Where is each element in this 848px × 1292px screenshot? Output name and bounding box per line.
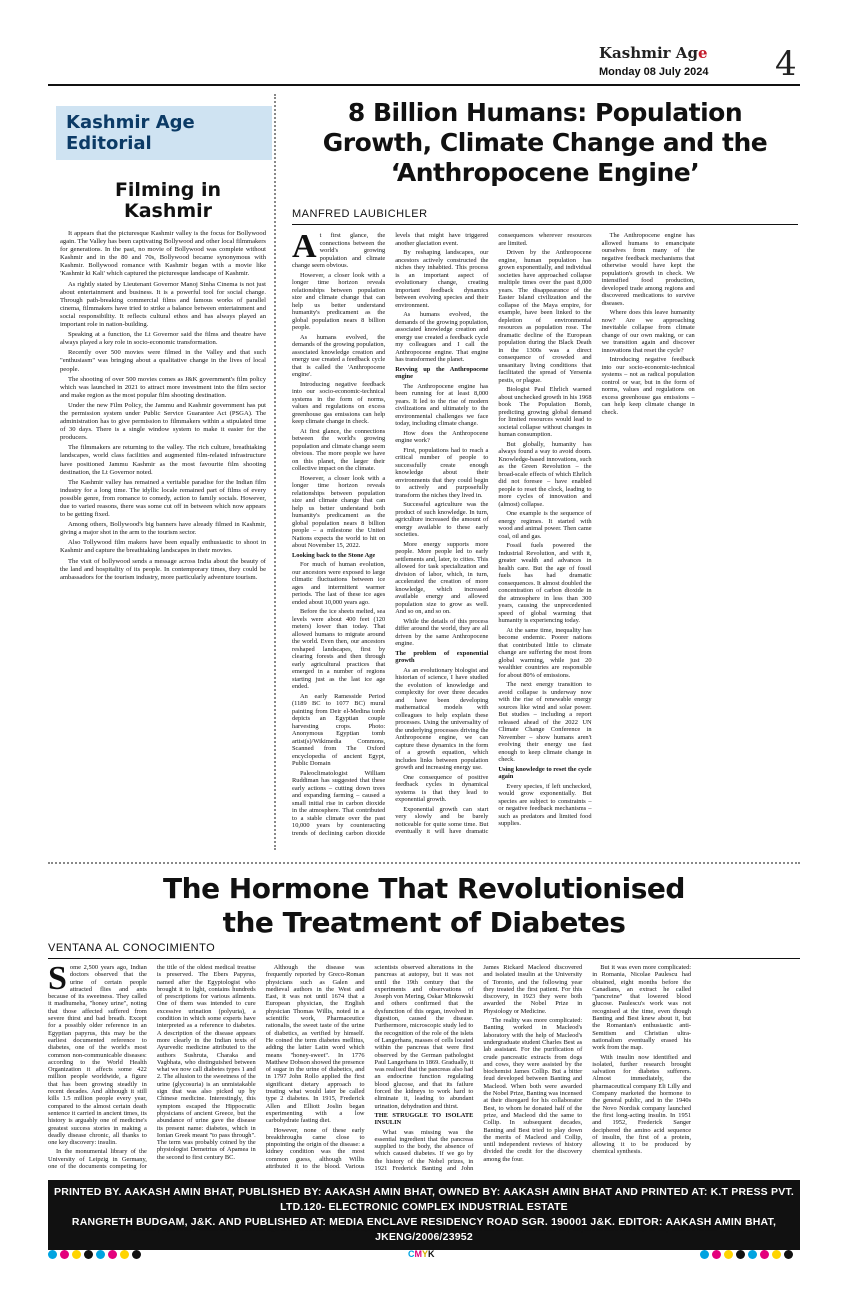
article1-paragraph: The next energy transition to avoid collapse is underway now with the rise of renewable energy sources like wind and solar power. But studies – including a report released ahead of the 2022 UN Climate Change Conference in November – show humans aren't evolving their energy use fast enough to keep climate change in check. [498, 681, 592, 763]
registration-dot [700, 1250, 709, 1259]
article1-paragraph: At the same time, inequality has become endemic. Poorer nations that contributed little to climate change are suffering the most from global warming, while just 20 wealthier countries are responsible for about 80% of emissions. [498, 626, 592, 679]
article1-paragraph: Fossil fuels powered the Industrial Revolution, and with it, greater wealth and advances in health care. But the age of fossil fuels has had dramatic consequences. It almost doubled the concentration of carbon dioxide in the atmosphere in less than 300 years, causing the unprecedented speed of global warming that humanity is experiencing today. [498, 542, 592, 624]
article1-paragraph: As an evolutionary biologist and historian of science, I have studied the evolution of knowledge and complexity for over three decades and have been developing mathematical models with colleagues to help explain these processes. Using the universality of the underlying processes driving the Anthropocene engine, we can capture these dynamics in the form of a growth equation, which includes links between population growth and increasing energy use. [395, 666, 489, 771]
registration-dot [712, 1250, 721, 1259]
article1-paragraph: Driven by the Anthropocene engine, human population has grown exponentially, and individual societies have approached collapse multiple times over the past 8,000 years. The disappearance of the Easter Island civilization and the collapse of the Maya empire, for example, have been linked to the depletion of environmental resources as population rose. The dramatic decline of the European population during the Black Death in the 1300s was a direct consequence of crowded and unsanitary living conditions that facilitated the spread of Yersenia pestis, or plague. [498, 249, 592, 384]
article2-body [48, 964, 800, 1174]
registration-dot [96, 1250, 105, 1259]
article1-paragraph: Where does this leave humanity now? Are we approaching inevitable collapse from climate change of our own making, or can we transition again and discover innovations that reset the cycle? [601, 309, 695, 354]
article2-byline: VENTANA AL CONOCIMIENTO [48, 942, 216, 954]
article2-headline: The Hormone That Revolutionised the Treatment of Diabetes [163, 872, 685, 939]
registration-dots-right [700, 1246, 800, 1264]
editorial-paragraph: The visit of bollywood sends a message across India about the beauty of the land and hospitality of its people. In contemporary times, they could be ambassadors for the tourism industry, more particularly adventure tourism. [60, 557, 266, 581]
registration-dot [748, 1250, 757, 1259]
brand-accent: e [697, 44, 708, 62]
masthead-rule [48, 84, 800, 86]
masthead-brand [599, 44, 707, 62]
article1-paragraph: At first glance, the connections between the world's growing population and climate change seem obvious. [292, 232, 386, 269]
editorial-label: Kashmir Age Editorial [56, 106, 272, 160]
editorial-paragraph: Recently over 500 movies were filmed in the Valley and that such "enthusiasm" was bringing about a qualitative change in the lives of local people. [60, 349, 266, 373]
cmyk-letter: Y [422, 1249, 429, 1259]
article2-paragraph: In the monumental library of the University of Leipzig in Germany, one of the documents competing for the title of the oldest medical treatise is preserved. The Ebers Papyrus, named after the Egyptologist who brought it to light, contains hundreds of prescriptions for various ailments. One of them was intended to cure excessive urination (polyuria), a condition in which some experts have interpreted as a reference to diabetes. A description of the disease appears more clearly in the Indian texts of Ayurvedic medicine attributed to the authors Sushruta, Charaka and Vagbhata, who distinguished between what we now call diabetes types 1 and 2. The allusion to the sweetness of the urine (glycosuria) is an unmistakable sign that was also picked up by Chinese medicine. Interestingly, this symptom escaped the Hippocratic physicians of ancient Greece, but the abundance of urine gave the disease its present name: diabetes, which in Ionian Greek meant "to pass through". The term was probably coined by the physiologist Demetrius of Apamea in the second to first century BC. [48, 964, 256, 1171]
article2-paragraph: However, none of these early breakthroughs came close to pinpointing the origin of the disease: a kidney condition was the most common guess, although Willis attributed it to the blood. Various scientists observed alterations in the pancreas at autopsy, but it was not until the 19th century that the experiments and observations of Joseph von Mering, Oskar Minkowski and others confirmed that the dysfunction of this organ, involved in digestion, caused the disease. Furthermore, microscopic study led to the recognition of the role of the islets of Langerhans, masses of cells located within the pancreas that were first observed by the German pathologist Paul Langerhans in 1869. Gradually, it was realised that the pancreas also had an endocrine function regulating blood glucose, and that its failure forced the kidneys to work hard to eliminate it, leading to abundant urination, dehydration and thirst. [265, 964, 474, 1171]
masthead-date: Monday 08 July 2024 [599, 66, 709, 78]
cmyk-letter: K [428, 1249, 435, 1259]
editorial-paragraph: Also Tollywood film makers have been equally enthusiastic to shoot in Kashmir and capture the breathtaking landscapes in their movies. [60, 539, 266, 555]
registration-dot [132, 1250, 141, 1259]
disclaimer: Articles , Opinions Published in Kashmir age are Personal views and opinions of Writers Kashmir age will not be responsible for any objectionable write up or any claim thereof. [130, 1226, 718, 1233]
print-line-1: PRINTED BY. AAKASH AMIN BHAT, PUBLISHED BY: AAKASH AMIN BHAT, OWNED BY: AAKASH AMIN BHAT AND PRINTED AT: K.T PRESS PVT. LTD.120- ELECTRONIC COMPLEX INDUSTRIAL ESTATE [54, 1186, 794, 1213]
registration-dot [60, 1250, 69, 1259]
article1-paragraph: Paleoclimatologist William Ruddiman has suggested that these early actions – cutting down trees and expanding farming – caused a small initial rise in carbon dioxide in the atmosphere. That contributed to a stable climate over the past 10,000 years by counteracting trends of declining carbon dioxide levels that might have triggered another glaciation event. [292, 232, 489, 837]
article2-paragraph: Although the disease was frequently reported by Greco-Roman physicians such as Galen and medieval authors in the West and East, it was not until 1674 that a European physician, the English physician Thomas Willis, noted in a scientific work, Pharmaceutice rationalis, the sweet taste of the urine of diabetics, as verified by himself. He coined the term diabetes mellitus, adding the latter Latin word which means "honey-sweet". In 1776 Matthew Dobson showed the presence of sugar in the urine of diabetics, and in 1797 John Rollo applied the first significant dietary approach to treating what would later be called type 2 diabetes. In 1915, Frederick Allen and Elliott Joslin began experimenting with a low carbohydrate fasting diet. [265, 964, 365, 1125]
article1-paragraph: As humans evolved, the demands of the growing population, associated knowledge creation and energy use created a feedback cycle that is called the 'Anthropocene engine'. [292, 333, 386, 378]
article1-paragraph: An early Ramesside Period (1189 BC to 1077 BC) mural painting from Deir el-Medina tomb depicts an Egyptian couple harvesting crops. Photo: Anonymous Egyptian tomb artist(s)/Wikimedia Commons, Scanned from The Oxford encyclopedia of ancient Egypt, Public Domain [292, 692, 386, 767]
editorial-paragraph: The Kashmir valley has remained a veritable paradise for the Indian film industry for a long time. The idyllic locale remained part of films of every possible genre, from romance to comedy, action to family socials. However, due to varied reasons, there was some cut off in between which now appears to be getting fixed. [60, 478, 266, 519]
article1-paragraph: However, a closer look with a longer time horizon reveals relationships between population size and climate change that can help us better understand both humanity's predicament as the global population nears 8 billion people – a milestone the United Nations expects the world to hit on about November 15, 2022. [292, 474, 386, 549]
cmyk-letter: C [408, 1249, 415, 1259]
article2-rule [48, 958, 800, 959]
article1-paragraph: Exponential growth can start very slowly and be barely noticeable for quite some time. But eventually it will have dramatic consequences wherever resources are limited. [395, 232, 592, 835]
article1-paragraph: One example is the sequence of energy regimes. It started with wood and animal power. Then came coal, oil and gas. [498, 510, 592, 540]
article2-paragraph: But it was even more complicated: in Romania, Nicolae Paulescu had obtained, eight months before the Canadians, an extract he called "pancreine" that lowered blood glucose. Paulescu's work was not recognised at the time, even though Banting and Best knew about it, but the Romanian's enthusiastic anti-Semitism and Christian ultra-nationalism eventually erased his work from the map. [592, 964, 692, 1052]
article2-paragraph: THE STRUGGLE TO ISOLATE INSULIN [374, 1111, 474, 1127]
article1-paragraph: First, populations had to reach a critical number of people to successfully create enough knowledge about their environments that they could begin to actively and purposefully transform the niches they lived in. [395, 446, 489, 499]
registration-dot [72, 1250, 81, 1259]
article1-paragraph: Introducing negative feedback into our socio-economic-technical systems – not as radical population control or war, but in the form of norms, values and regulations on excess greenhouse gas emissions – can help keep climate change in check. [601, 356, 695, 416]
article2-paragraph: With insulin now identified and isolated, further research brought salvation for diabetes sufferers. Almost immediately, the pharmaceutical company Eli Lilly and Company marketed the hormone to the general public, and in the 1940s the Novo Nordisk company launched the first long-acting insulin. In 1951 and 1952, Frederick Sanger deciphered the amino acid sequence of insulin, the first of a protein, allowing it to be produced by chemical synthesis. [592, 1053, 692, 1156]
brand-main: Kashmir Ag [599, 44, 698, 62]
article1-paragraph: Introducing negative feedback into our socio-economic-technical systems in the form of norms, values and regulations on excess greenhouse gas emissions can help keep climate change in check. [292, 380, 386, 425]
editorial-paragraph: It appears that the picturesque Kashmir valley is the focus for Bollywood again. The Valley has been captivating Bollywood and other local filmmakers for generations. In the past, no movie of Bollywood was complete without Kashmir and in the 80 and 70s, Bollywood became synonymous with Kashmir. Bollywood romance with Kashmir began with a movie like 'Kashmir ki Kali' which captured the picturesque landscape of Kashmir. [60, 230, 266, 278]
article1-paragraph: Looking back to the Stone Age [292, 551, 376, 559]
article2-paragraph: What was missing was the essential ingredient that the pancreas supplied to the body, the absence of which caused diabetes. If we go by the history of the Nobel prizes, in 1921 Frederick Banting and John James Rickard Macleod discovered and isolated insulin at the University of Toronto, and the following year they treated the first patient. For this discovery, in 1923 they were both awarded the Nobel Prize in Physiology or Medicine. [374, 964, 583, 1173]
article1-paragraph: Using knowledge to reset the cycle again [498, 765, 592, 780]
article1-paragraph: More energy supports more people. More people led to early settlements and, later, to cities. This allowed for task specialization and division of labor, which, in turn, accelerated the creation of more knowledge, which increased available energy and allowed population size to grow as well. And so on, and so on. [395, 540, 489, 615]
print-line-2: RANGRETH BUDGAM, J&K. AND PUBLISHED AT: MEDIA ENCLAVE RESIDENCY ROAD SGR. 190001 J&K. EDITOR: AAKASH AMIN BHAT, JKENG/2006/23952 [71, 1216, 777, 1243]
article1-paragraph: How does the Anthropocene engine work? [395, 429, 489, 444]
article2-paragraph: The reality was more complicated: Banting worked in Macleod's laboratory with the help of Macleod's undergraduate student Charles Best as lab assistant. For the purification of crude pancreatic extracts from dogs and cows, they were assisted by the biochemist James Collip. But a bitter feud developed between Banting and Macleod. When both were awarded the Nobel Prize, Banting was incensed at their disregard for his collaborator Best, to whom he donated half of the prize, and Macleod did the same to Collip. In subsequent decades, Banting and Best tried to play down the merits of Macleod and Collip, until independent reviews of history divided the credit for the discovery among the four. [483, 1017, 583, 1163]
registration-dots-left [48, 1246, 148, 1264]
cmyk-letter: M [414, 1249, 422, 1259]
article1-paragraph: Every species, if left unchecked, would grow exponentially. But species are subject to constraints – or negative feedback mechanisms – such as predators and limited food supplies. [498, 782, 592, 827]
article1-paragraph: As humans evolved, the demands of the growing population, associated knowledge creation and energy use created a feedback cycle my colleagues and I call the Anthropocene engine. That engine has transformed the planet. [395, 311, 489, 363]
registration-dot [48, 1250, 57, 1259]
article1-paragraph: Revving up the Anthropocene engine [395, 365, 489, 380]
registration-dot [724, 1250, 733, 1259]
editorial-sidebar [48, 94, 276, 850]
article1-paragraph: However, a closer look with a longer time horizon reveals relationships between population size and climate change that can help us better understand humanity's predicament as the global population nears 8 billion people. [292, 271, 386, 331]
registration-dot [108, 1250, 117, 1259]
article1-paragraph: At first glance, the connections between the world's growing population and climate change seem obvious. The more people we have on this planet, the larger their collective impact on the climate. [292, 427, 386, 472]
article1-paragraph: Successful agriculture was the product of such knowledge. In turn, agriculture increased the amount of energy available to these early societies. [395, 501, 489, 538]
article2-dropcap: S [48, 964, 67, 997]
article1-body [292, 232, 798, 844]
article1-paragraph: Biologist Paul Ehrlich warned about unchecked growth in his 1968 book The Population Bomb, predicting growing global demand for limited resources would lead to societal collapse without changes in human consumption. [498, 386, 592, 438]
editorial-paragraph: As rightly stated by Lieutenant Governor Manoj Sinha Cinema is not just about entertainment and business. It is a powerful tool for social change. Through path-breaking commercial films and famous works of parallel cinema, filmmakers have tried to strike a balance between entertainment and social responsibility. It reflects cultural ethos and has always played an important role in nation-building. [60, 280, 266, 329]
article1-paragraph: But globally, humanity has always found a way to avoid doom. Knowledge-based innovations, such as the Green Revolution – the broad-scale effects of which Ehrlich did not foresee – have enabled people to reset the clock, leading to more cycles of innovation and (almost) collapse. [498, 440, 592, 508]
editorial-body [60, 230, 266, 584]
print-line-block [48, 1180, 800, 1250]
cmyk-mark [408, 1244, 435, 1262]
registration-dot [784, 1250, 793, 1259]
article1-headline: 8 Billion Humans: Population Growth, Climate Change and the ‘Anthropocene Engine’ [322, 98, 768, 187]
registration-dot [120, 1250, 129, 1259]
article1-byline: MANFRED LAUBICHLER [292, 208, 428, 220]
article1-paragraph: One consequence of positive feedback cycles in dynamical systems is that they lead to exponential growth. [395, 773, 489, 803]
article1-dropcap: A [292, 232, 317, 265]
article1-paragraph: By reshaping landscapes, our ancestors actively constructed the niches they inhabited. This process is an important aspect of evolutionary change, creating important feedback dynamics between evolving species and their environment. [395, 249, 489, 309]
page-number: 4 [775, 44, 797, 84]
article1-paragraph: The Anthropocene engine has been running for at least 8,000 years. It led to the rise of modern civilizations and ultimately to the environmental challenges we face today, including climate change. [395, 382, 489, 427]
article1-paragraph: Before the ice sheets melted, sea levels were about 400 feet (120 meters) lower than today. That allowed humans to migrate around the world. Even then, our ancestors reshaped landscapes, first by clearing forests and then through early agricultural practices that emerged in a number of regions starting just as the last ice age ended. [292, 608, 386, 690]
editorial-title: Filming in Kashmir [114, 179, 222, 222]
registration-dot [84, 1250, 93, 1259]
editorial-paragraph: Speaking at a function, the Lt Governor said the films and theatre have always played a key role in socio-economic transformation. [60, 331, 266, 347]
registration-dot [760, 1250, 769, 1259]
article1-paragraph: For much of human evolution, our ancestors were exposed to large climatic fluctuations between ice ages and intermittent warmer periods. The last of these ice ages ended about 10,000 years ago. [292, 561, 386, 606]
article1-paragraph: The problem of exponential growth [395, 649, 489, 664]
editorial-paragraph: The filmmakers are returning to the valley. The rich culture, breathtaking landscapes, world class facilities and augmented film-related infrastructure have positioned Jammu Kashmir as the most favourite film shooting destination, the Lt Governor noted. [60, 444, 266, 476]
section-divider [48, 862, 800, 864]
editorial-paragraph: Under the new Film Policy, the Jammu and Kashmir government has put the permission system under Public Service Guarantee Act (PSGA). The administration has to give permission to filmmakers within a stipulated time of 30 days. There is a single window system to make it easier for the producers. [60, 401, 266, 442]
article1-paragraph: The Anthropocene engine has allowed humans to emancipate ourselves from many of the negative feedback mechanisms that otherwise would have kept the population's growth in check. We intensified food production, developed trade among regions and discovered medications to survive diseases. [601, 232, 695, 307]
registration-dot [772, 1250, 781, 1259]
editorial-paragraph: Among others, Bollywood's big banners have already filmed in Kashmir, giving a major shot in the arm to the tourism sector. [60, 521, 266, 537]
registration-dot [736, 1250, 745, 1259]
editorial-paragraph: The shooting of over 500 movies comes as J&K government's film policy which was launched in 2021 to attract more investment into the film sector and make region as the most popular film shooting destination. [60, 375, 266, 399]
article2-paragraph: Some 2,500 years ago, Indian doctors observed that the urine of certain people attracted flies and ants because of its sweetness. They called it madhumeha, "honey urine", noting that those affected suffered from severe thirst and bad breath. Except for a possibly older reference in an Egyptian papyrus, this may be the earliest documented reference to diabetes, one of the world's most common non-communicable diseases: according to the World Health Organization it affects some 422 million people worldwide, a figure that has been growing steadily in recent decades. And although it still kills 1.5 million people every year, compared to the almost certain death sentence it carried in ancient times, its history is arguably one of medicine's greatest success stories in making a deadly disease chronic, all thanks to one key discovery: insulin. [48, 964, 147, 1147]
article1-paragraph: While the details of this process differ around the world, they are all driven by the same Anthropocene engine. [395, 617, 489, 647]
article1-rule [292, 224, 798, 225]
